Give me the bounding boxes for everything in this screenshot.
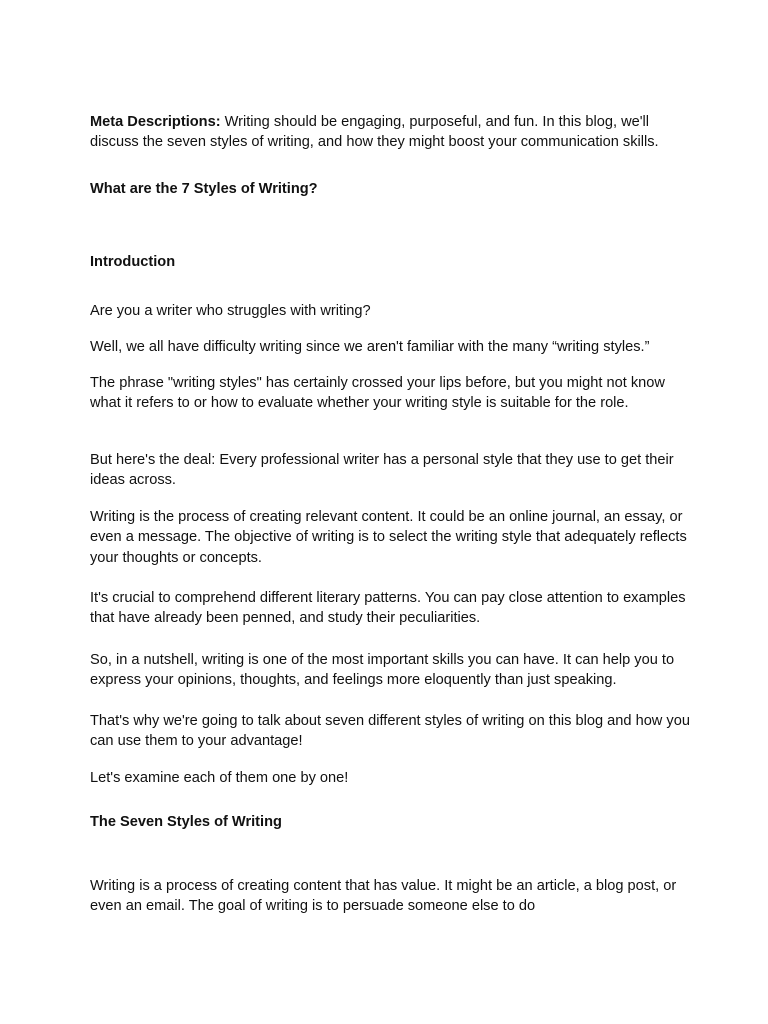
page-title: What are the 7 Styles of Writing? [90, 181, 318, 197]
paragraph-1: Are you a writer who struggles with writing? [90, 303, 371, 319]
closing-paragraph: Writing is a process of creating content that has value. It might be an article, a blog post, or even an email. The goal of writing is to persuade someone else to do [90, 878, 677, 915]
introduction-heading: Introduction [90, 254, 176, 270]
paragraph-2: Well, we all have difficulty writing since we aren't familiar with the many “writing styles.” [90, 339, 650, 355]
meta-description-label: Meta Descriptions: [90, 114, 221, 130]
paragraph-6: It's crucial to comprehend different literary patterns. You can pay close attention to examples that have already been penned, and study their peculiarities. [90, 590, 686, 627]
paragraph-4: But here's the deal: Every professional writer has a personal style that they use to get their ideas across. [90, 452, 674, 489]
paragraph-9: Let's examine each of them one by one! [90, 770, 349, 786]
meta-description [90, 112, 690, 153]
seven-styles-heading: The Seven Styles of Writing [90, 814, 282, 830]
paragraph-5: Writing is the process of creating relevant content. It could be an online journal, an essay, or even a message. The objective of writing is to select the writing style that adequately reflects your thoughts or concepts. [90, 509, 687, 566]
paragraph-7: So, in a nutshell, writing is one of the most important skills you can have. It can help you to express your opinions, thoughts, and feelings more eloquently than just speaking. [90, 652, 675, 689]
meta-description-text: Writing should be engaging, purposeful, and fun. In this blog, we'll discuss the seven styles of writing, and how they might boost your communication skills. [90, 114, 659, 151]
paragraph-8: That's why we're going to talk about seven different styles of writing on this blog and how you can use them to your advantage! [90, 713, 690, 750]
paragraph-3: The phrase "writing styles" has certainly crossed your lips before, but you might not know what it refers to or how to evaluate whether your writing style is suitable for the role. [90, 375, 665, 412]
